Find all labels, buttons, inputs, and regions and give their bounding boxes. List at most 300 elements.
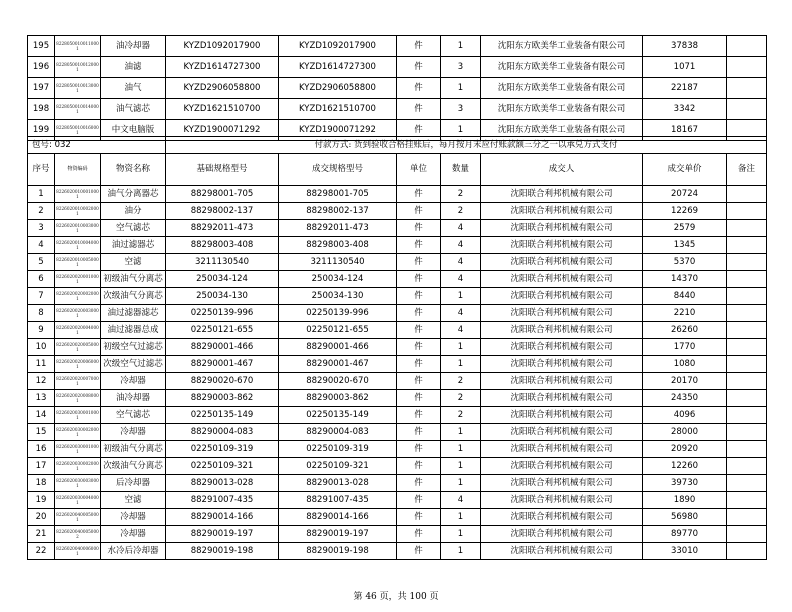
cell-vendor: 沈阳联合利邦机械有限公司 <box>481 220 643 237</box>
cell-seq: 199 <box>28 120 55 141</box>
cell-unit: 件 <box>397 220 441 237</box>
cell-code: 82280500100160001 <box>55 120 101 141</box>
cell-code: 82260200400050001 <box>55 509 101 526</box>
table-row <box>28 509 767 526</box>
header-price: 成交单价 <box>643 154 727 186</box>
cell-deal-spec: KYZD1092017900 <box>279 36 397 57</box>
cell-note <box>727 492 767 509</box>
cell-seq: 20 <box>28 509 55 526</box>
cell-vendor: 沈阳联合利邦机械有限公司 <box>481 339 643 356</box>
top-items-body <box>28 36 767 141</box>
cell-deal-spec: 02250109-319 <box>279 441 397 458</box>
cell-code: 82260200200020001 <box>55 288 101 305</box>
cell-unit: 件 <box>397 424 441 441</box>
cell-seq: 5 <box>28 254 55 271</box>
cell-seq: 22 <box>28 543 55 560</box>
cell-code: 82260200200030001 <box>55 305 101 322</box>
cell-unit: 件 <box>397 57 441 78</box>
cell-unit: 件 <box>397 526 441 543</box>
cell-name: 油滤 <box>101 57 166 78</box>
cell-deal-spec: 88292011-473 <box>279 220 397 237</box>
cell-seq: 2 <box>28 203 55 220</box>
table-row <box>28 339 767 356</box>
header-row <box>28 154 767 186</box>
cell-note <box>727 220 767 237</box>
cell-unit: 件 <box>397 203 441 220</box>
cell-price: 24350 <box>643 390 727 407</box>
cell-note <box>727 458 767 475</box>
cell-price: 39730 <box>643 475 727 492</box>
cell-code: 82260200300010001 <box>55 441 101 458</box>
table-row <box>28 475 767 492</box>
cell-spec: 88290001-467 <box>166 356 279 373</box>
table-row <box>28 237 767 254</box>
cell-code: 82280500100120001 <box>55 57 101 78</box>
cell-name: 水冷后冷却器 <box>101 543 166 560</box>
cell-name: 油气分离器芯 <box>101 186 166 203</box>
cell-price: 89770 <box>643 526 727 543</box>
package-items-body <box>28 186 767 560</box>
cell-price: 12269 <box>643 203 727 220</box>
cell-unit: 件 <box>397 390 441 407</box>
cell-price: 1770 <box>643 339 727 356</box>
cell-unit: 件 <box>397 305 441 322</box>
cell-unit: 件 <box>397 458 441 475</box>
package-items-table <box>27 136 767 560</box>
cell-spec: 02250139-996 <box>166 305 279 322</box>
cell-code: 82260200200070001 <box>55 373 101 390</box>
cell-note <box>727 186 767 203</box>
cell-qty: 1 <box>441 120 481 141</box>
cell-deal-spec: 88290014-166 <box>279 509 397 526</box>
cell-spec: 88298001-705 <box>166 186 279 203</box>
cell-note <box>727 509 767 526</box>
package-label: 包号: 032 <box>28 137 166 154</box>
cell-vendor: 沈阳联合利邦机械有限公司 <box>481 356 643 373</box>
cell-vendor: 沈阳东方欧美华工业装备有限公司 <box>481 78 643 99</box>
cell-seq: 196 <box>28 57 55 78</box>
cell-code: 82260200300020001 <box>55 458 101 475</box>
table-row <box>28 458 767 475</box>
cell-vendor: 沈阳东方欧美华工业装备有限公司 <box>481 57 643 78</box>
table-row <box>28 254 767 271</box>
cell-note <box>727 373 767 390</box>
cell-code: 82260200300040001 <box>55 492 101 509</box>
header-unit: 单位 <box>397 154 441 186</box>
cell-price: 2579 <box>643 220 727 237</box>
table-row <box>28 543 767 560</box>
cell-note <box>727 78 767 99</box>
cell-code: 82260200200050001 <box>55 339 101 356</box>
cell-qty: 1 <box>441 458 481 475</box>
cell-spec: KYZD1900071292 <box>166 120 279 141</box>
cell-spec: 02250121-655 <box>166 322 279 339</box>
table-row <box>28 441 767 458</box>
cell-seq: 13 <box>28 390 55 407</box>
table-row <box>28 492 767 509</box>
cell-spec: 88290004-083 <box>166 424 279 441</box>
cell-vendor: 沈阳联合利邦机械有限公司 <box>481 237 643 254</box>
cell-deal-spec: 88290004-083 <box>279 424 397 441</box>
cell-unit: 件 <box>397 288 441 305</box>
cell-vendor: 沈阳联合利邦机械有限公司 <box>481 271 643 288</box>
cell-note <box>727 543 767 560</box>
cell-deal-spec: KYZD1621510700 <box>279 99 397 120</box>
cell-code: 82260200400060001 <box>55 543 101 560</box>
cell-spec: 3211130540 <box>166 254 279 271</box>
cell-note <box>727 271 767 288</box>
top-items-table <box>27 35 767 141</box>
cell-code: 82260200100030001 <box>55 220 101 237</box>
cell-note <box>727 475 767 492</box>
table-row <box>28 203 767 220</box>
cell-vendor: 沈阳联合利邦机械有限公司 <box>481 288 643 305</box>
cell-seq: 21 <box>28 526 55 543</box>
cell-vendor: 沈阳联合利邦机械有限公司 <box>481 526 643 543</box>
cell-unit: 件 <box>397 78 441 99</box>
cell-seq: 10 <box>28 339 55 356</box>
cell-qty: 2 <box>441 407 481 424</box>
cell-unit: 件 <box>397 271 441 288</box>
cell-qty: 1 <box>441 441 481 458</box>
cell-name: 初级油气分离芯 <box>101 271 166 288</box>
cell-name: 次级空气过滤芯 <box>101 356 166 373</box>
cell-name: 油冷却器 <box>101 390 166 407</box>
cell-price: 37838 <box>643 36 727 57</box>
cell-qty: 2 <box>441 203 481 220</box>
cell-qty: 1 <box>441 475 481 492</box>
cell-name: 冷却器 <box>101 526 166 543</box>
page-footer: 第 46 页，共 100 页 <box>353 592 439 602</box>
cell-spec: 88298003-408 <box>166 237 279 254</box>
cell-spec: 250034-130 <box>166 288 279 305</box>
cell-unit: 件 <box>397 237 441 254</box>
cell-name: 油分 <box>101 203 166 220</box>
cell-note <box>727 356 767 373</box>
cell-name: 空滤 <box>101 254 166 271</box>
cell-seq: 12 <box>28 373 55 390</box>
cell-deal-spec: 88290003-862 <box>279 390 397 407</box>
cell-seq: 16 <box>28 441 55 458</box>
cell-name: 冷却器 <box>101 373 166 390</box>
header-deal-spec: 成交规格型号 <box>279 154 397 186</box>
cell-name: 初级空气过滤芯 <box>101 339 166 356</box>
cell-deal-spec: 02250135-149 <box>279 407 397 424</box>
cell-unit: 件 <box>397 407 441 424</box>
header-name: 物资名称 <box>101 154 166 186</box>
cell-price: 26260 <box>643 322 727 339</box>
cell-seq: 14 <box>28 407 55 424</box>
cell-qty: 4 <box>441 322 481 339</box>
cell-qty: 1 <box>441 526 481 543</box>
cell-note <box>727 322 767 339</box>
cell-spec: 88290014-166 <box>166 509 279 526</box>
cell-spec: 250034-124 <box>166 271 279 288</box>
table-row <box>28 220 767 237</box>
cell-spec: KYZD1614727300 <box>166 57 279 78</box>
cell-deal-spec: 88290019-197 <box>279 526 397 543</box>
cell-vendor: 沈阳联合利邦机械有限公司 <box>481 424 643 441</box>
cell-name: 空气滤芯 <box>101 407 166 424</box>
cell-unit: 件 <box>397 373 441 390</box>
cell-seq: 4 <box>28 237 55 254</box>
cell-deal-spec: 3211130540 <box>279 254 397 271</box>
cell-qty: 1 <box>441 424 481 441</box>
cell-note <box>727 305 767 322</box>
table-row <box>28 407 767 424</box>
cell-price: 4096 <box>643 407 727 424</box>
cell-price: 1071 <box>643 57 727 78</box>
cell-unit: 件 <box>397 475 441 492</box>
table-row <box>28 390 767 407</box>
cell-deal-spec: 02250109-321 <box>279 458 397 475</box>
cell-code: 82260200100010001 <box>55 186 101 203</box>
cell-spec: 88298002-137 <box>166 203 279 220</box>
cell-deal-spec: 88290001-466 <box>279 339 397 356</box>
header-seq: 序号 <box>28 154 55 186</box>
cell-seq: 11 <box>28 356 55 373</box>
header-qty: 数量 <box>441 154 481 186</box>
cell-deal-spec: 88290013-028 <box>279 475 397 492</box>
cell-seq: 198 <box>28 99 55 120</box>
table-row <box>28 305 767 322</box>
cell-name: 油过滤器芯 <box>101 237 166 254</box>
cell-spec: KYZD1621510700 <box>166 99 279 120</box>
table-row <box>28 36 767 57</box>
cell-price: 12260 <box>643 458 727 475</box>
cell-name: 油气 <box>101 78 166 99</box>
cell-code: 82260200100050001 <box>55 254 101 271</box>
cell-name: 次级油气分离芯 <box>101 288 166 305</box>
cell-spec: 88290019-197 <box>166 526 279 543</box>
cell-seq: 19 <box>28 492 55 509</box>
cell-deal-spec: 88298002-137 <box>279 203 397 220</box>
cell-price: 33010 <box>643 543 727 560</box>
cell-seq: 195 <box>28 36 55 57</box>
cell-qty: 4 <box>441 305 481 322</box>
cell-unit: 件 <box>397 120 441 141</box>
cell-price: 20920 <box>643 441 727 458</box>
cell-name: 油过滤器滤芯 <box>101 305 166 322</box>
header-code: 物资编码 <box>55 154 101 186</box>
cell-price: 2210 <box>643 305 727 322</box>
cell-price: 28000 <box>643 424 727 441</box>
cell-qty: 1 <box>441 356 481 373</box>
cell-seq: 15 <box>28 424 55 441</box>
table-row <box>28 322 767 339</box>
table-row <box>28 356 767 373</box>
cell-vendor: 沈阳联合利邦机械有限公司 <box>481 373 643 390</box>
cell-unit: 件 <box>397 186 441 203</box>
cell-seq: 197 <box>28 78 55 99</box>
cell-code: 82260200300010001 <box>55 407 101 424</box>
table-row <box>28 288 767 305</box>
cell-vendor: 沈阳联合利邦机械有限公司 <box>481 475 643 492</box>
cell-qty: 2 <box>441 390 481 407</box>
cell-qty: 4 <box>441 254 481 271</box>
cell-spec: 88290013-028 <box>166 475 279 492</box>
cell-qty: 2 <box>441 373 481 390</box>
cell-price: 1890 <box>643 492 727 509</box>
cell-code: 82280500100110001 <box>55 36 101 57</box>
cell-note <box>727 99 767 120</box>
cell-qty: 1 <box>441 288 481 305</box>
cell-spec: 88290019-198 <box>166 543 279 560</box>
cell-seq: 3 <box>28 220 55 237</box>
cell-unit: 件 <box>397 356 441 373</box>
cell-qty: 4 <box>441 492 481 509</box>
cell-spec: 88290001-466 <box>166 339 279 356</box>
cell-vendor: 沈阳东方欧美华工业装备有限公司 <box>481 99 643 120</box>
cell-deal-spec: 250034-130 <box>279 288 397 305</box>
cell-spec: 88292011-473 <box>166 220 279 237</box>
cell-qty: 3 <box>441 57 481 78</box>
cell-deal-spec: 88290020-670 <box>279 373 397 390</box>
cell-price: 5370 <box>643 254 727 271</box>
cell-note <box>727 36 767 57</box>
cell-deal-spec: 88290019-198 <box>279 543 397 560</box>
table-row <box>28 373 767 390</box>
cell-deal-spec: 88298001-705 <box>279 186 397 203</box>
cell-deal-spec: 250034-124 <box>279 271 397 288</box>
cell-seq: 9 <box>28 322 55 339</box>
cell-price: 20170 <box>643 373 727 390</box>
table-row <box>28 78 767 99</box>
cell-name: 后冷却器 <box>101 475 166 492</box>
cell-note <box>727 339 767 356</box>
cell-qty: 2 <box>441 186 481 203</box>
cell-spec: 02250109-321 <box>166 458 279 475</box>
cell-vendor: 沈阳联合利邦机械有限公司 <box>481 458 643 475</box>
cell-seq: 8 <box>28 305 55 322</box>
cell-code: 82260200200080001 <box>55 390 101 407</box>
cell-seq: 1 <box>28 186 55 203</box>
cell-code: 82260200300020001 <box>55 424 101 441</box>
cell-deal-spec: KYZD1900071292 <box>279 120 397 141</box>
cell-seq: 7 <box>28 288 55 305</box>
cell-code: 82260200200040001 <box>55 322 101 339</box>
cell-vendor: 沈阳联合利邦机械有限公司 <box>481 203 643 220</box>
cell-spec: KYZD1092017900 <box>166 36 279 57</box>
cell-unit: 件 <box>397 492 441 509</box>
cell-note <box>727 424 767 441</box>
cell-vendor: 沈阳联合利邦机械有限公司 <box>481 407 643 424</box>
cell-price: 20724 <box>643 186 727 203</box>
cell-name: 油气滤芯 <box>101 99 166 120</box>
cell-qty: 1 <box>441 339 481 356</box>
cell-unit: 件 <box>397 339 441 356</box>
cell-vendor: 沈阳联合利邦机械有限公司 <box>481 441 643 458</box>
cell-qty: 4 <box>441 271 481 288</box>
cell-vendor: 沈阳东方欧美华工业装备有限公司 <box>481 36 643 57</box>
cell-unit: 件 <box>397 36 441 57</box>
cell-note <box>727 288 767 305</box>
cell-spec: KYZD2906058800 <box>166 78 279 99</box>
cell-deal-spec: KYZD2906058800 <box>279 78 397 99</box>
cell-note <box>727 254 767 271</box>
cell-name: 中文电脑版 <box>101 120 166 141</box>
cell-note <box>727 203 767 220</box>
table-row <box>28 526 767 543</box>
cell-note <box>727 407 767 424</box>
cell-seq: 6 <box>28 271 55 288</box>
cell-spec: 88290020-670 <box>166 373 279 390</box>
table-row <box>28 99 767 120</box>
cell-deal-spec: 88290001-467 <box>279 356 397 373</box>
cell-name: 次级油气分离芯 <box>101 458 166 475</box>
cell-qty: 1 <box>441 543 481 560</box>
header-vendor: 成交人 <box>481 154 643 186</box>
cell-name: 初级油气分离芯 <box>101 441 166 458</box>
cell-note <box>727 237 767 254</box>
cell-code: 82260200200060001 <box>55 356 101 373</box>
cell-deal-spec: KYZD1614727300 <box>279 57 397 78</box>
cell-code: 82280500100130001 <box>55 78 101 99</box>
cell-unit: 件 <box>397 254 441 271</box>
cell-qty: 1 <box>441 36 481 57</box>
cell-qty: 1 <box>441 509 481 526</box>
cell-code: 82260200100040001 <box>55 237 101 254</box>
cell-vendor: 沈阳东方欧美华工业装备有限公司 <box>481 120 643 141</box>
table-row <box>28 186 767 203</box>
cell-price: 18167 <box>643 120 727 141</box>
cell-spec: 02250135-149 <box>166 407 279 424</box>
cell-code: 82260200100020001 <box>55 203 101 220</box>
package-row <box>28 137 767 154</box>
cell-price: 1080 <box>643 356 727 373</box>
cell-qty: 4 <box>441 220 481 237</box>
cell-unit: 件 <box>397 99 441 120</box>
cell-price: 14370 <box>643 271 727 288</box>
cell-name: 油过滤器总成 <box>101 322 166 339</box>
cell-price: 1345 <box>643 237 727 254</box>
cell-price: 3342 <box>643 99 727 120</box>
cell-vendor: 沈阳联合利邦机械有限公司 <box>481 390 643 407</box>
cell-seq: 18 <box>28 475 55 492</box>
cell-name: 冷却器 <box>101 509 166 526</box>
cell-vendor: 沈阳联合利邦机械有限公司 <box>481 322 643 339</box>
cell-vendor: 沈阳联合利邦机械有限公司 <box>481 543 643 560</box>
cell-qty: 3 <box>441 99 481 120</box>
cell-vendor: 沈阳联合利邦机械有限公司 <box>481 254 643 271</box>
cell-code: 82260200400050002 <box>55 526 101 543</box>
cell-note <box>727 526 767 543</box>
cell-unit: 件 <box>397 509 441 526</box>
cell-unit: 件 <box>397 543 441 560</box>
cell-price: 22187 <box>643 78 727 99</box>
cell-seq: 17 <box>28 458 55 475</box>
cell-price: 8440 <box>643 288 727 305</box>
cell-deal-spec: 88298003-408 <box>279 237 397 254</box>
payment-terms: 付款方式: 货到验收合格挂账后，每月按月末应付账款额三分之一以承兑方式支付 <box>166 137 767 154</box>
cell-name: 空气滤芯 <box>101 220 166 237</box>
header-note: 备注 <box>727 154 767 186</box>
cell-code: 82260200300030001 <box>55 475 101 492</box>
cell-vendor: 沈阳联合利邦机械有限公司 <box>481 186 643 203</box>
cell-name: 空滤 <box>101 492 166 509</box>
cell-note <box>727 57 767 78</box>
cell-code: 82280500100140001 <box>55 99 101 120</box>
cell-spec: 02250109-319 <box>166 441 279 458</box>
cell-deal-spec: 88291007-435 <box>279 492 397 509</box>
cell-vendor: 沈阳联合利邦机械有限公司 <box>481 509 643 526</box>
cell-unit: 件 <box>397 322 441 339</box>
cell-deal-spec: 02250139-996 <box>279 305 397 322</box>
cell-vendor: 沈阳联合利邦机械有限公司 <box>481 492 643 509</box>
cell-qty: 1 <box>441 78 481 99</box>
cell-code: 82260200200010001 <box>55 271 101 288</box>
cell-unit: 件 <box>397 441 441 458</box>
